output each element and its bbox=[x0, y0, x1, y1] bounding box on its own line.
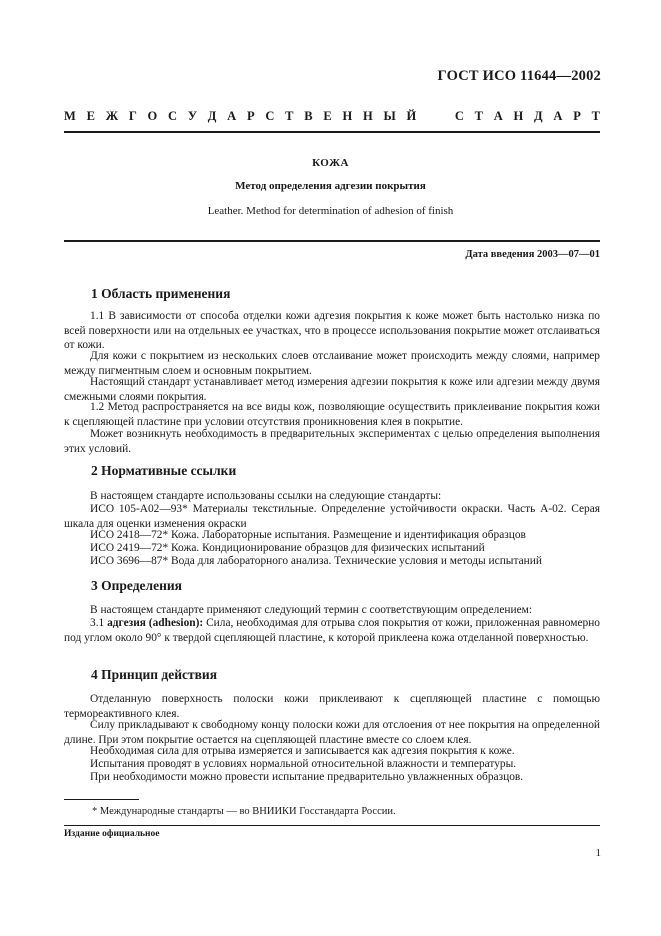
document-english-title: Leather. Method for determination of adhesion of finish bbox=[207, 205, 454, 217]
banner-letter: С bbox=[265, 109, 275, 123]
section-3-definition bbox=[64, 616, 600, 645]
banner-letter: Н bbox=[363, 109, 373, 123]
banner-letter: А bbox=[493, 109, 503, 123]
interstate-standard-banner bbox=[64, 109, 600, 124]
section-1-paragraph-4 bbox=[64, 400, 600, 429]
definition-number: 3.1 bbox=[90, 617, 108, 629]
banner-letter: Т bbox=[474, 109, 483, 123]
banner-letter: М bbox=[64, 109, 76, 123]
edition-label: Издание официальное bbox=[64, 829, 160, 839]
footnote-rule bbox=[64, 799, 139, 800]
banner-letter: В bbox=[304, 109, 313, 123]
page-number: 1 bbox=[595, 847, 601, 859]
paragraph-text: В настоящем стандарте применяют следующий термин с соответствующим определением: bbox=[90, 604, 533, 616]
paragraph-text: В настоящем стандарте использованы ссылки на следующие стандарты: bbox=[90, 490, 442, 502]
banner-letter: Г bbox=[128, 109, 137, 123]
banner-letter: Т bbox=[285, 109, 294, 123]
section-1-paragraph-1 bbox=[64, 309, 600, 353]
banner-letter: Н bbox=[513, 109, 524, 123]
paragraph-text: Испытания проводят в условиях нормальной относительной влажности и температуры. bbox=[90, 758, 517, 770]
banner-letter: Т bbox=[591, 109, 600, 123]
introduction-date: Дата введения 2003—07—01 bbox=[465, 249, 600, 260]
paragraph-text: Настоящий стандарт устанавливает метод измерения адгезии покрытия к коже или адгезии между двумя смежными слоями покрытия. bbox=[64, 376, 600, 403]
top-rule bbox=[64, 131, 600, 133]
paragraph-text: ИСО 2419—72* Кожа. Кондиционирование образцов для физических испытаний bbox=[90, 542, 485, 554]
paragraph-text: 1.2 Метод распространяется на все виды кож, позволяющие осуществить приклеивание покрытия кожи к сцепляющей пластине при условии отсутствия проникновения клея в покрытие. bbox=[64, 401, 600, 428]
section-1-paragraph-2 bbox=[64, 349, 600, 378]
banner-letter: Д bbox=[534, 109, 543, 123]
section-4-paragraph-5 bbox=[64, 770, 600, 785]
footnote: * Международные стандарты — во ВНИИКИ Госстандарта России. bbox=[92, 806, 396, 817]
section-4-heading: 4 Принцип действия bbox=[91, 667, 217, 682]
banner-letter: Е bbox=[323, 109, 332, 123]
banner-letter bbox=[427, 109, 430, 124]
document-subtitle: Метод определения адгезии покрытия bbox=[235, 180, 426, 192]
paragraph-text: Необходимая сила для отрыва измеряется и записывается как адгезия покрытия к коже. bbox=[90, 745, 515, 757]
section-2-reference-1 bbox=[64, 502, 600, 531]
section-2-heading: 2 Нормативные ссылки bbox=[91, 463, 237, 478]
section-2-reference-4 bbox=[64, 554, 600, 569]
paragraph-text: Силу прикладывают к свободному концу полоски кожи для отслоения от нее покрытия на определенной длине. При этом покрытие остается на сцепляющей пластине вместе со слоем клея. bbox=[64, 719, 600, 746]
title-rule bbox=[64, 240, 600, 242]
banner-letter bbox=[441, 109, 444, 124]
banner-letter: Е bbox=[86, 109, 95, 123]
document-number: ГОСТ ИСО 11644—2002 bbox=[437, 68, 601, 84]
banner-letter: Д bbox=[207, 109, 217, 123]
paragraph-text: ИСО 105-А02—93* Материалы текстильные. Определение устойчивости окраски. Часть А-02. Серая шкала для оценки изменения окраски bbox=[64, 503, 600, 530]
banner-letter: А bbox=[227, 109, 237, 123]
section-1-heading: 1 Область применения bbox=[91, 286, 231, 301]
banner-letter: Р bbox=[573, 109, 581, 123]
definition-term: адгезия (adhesion): bbox=[107, 617, 204, 629]
paragraph-text: При необходимости можно провести испытание предварительно увлажненных образцов. bbox=[90, 771, 524, 783]
section-1-paragraph-5 bbox=[64, 427, 600, 456]
banner-letter: Н bbox=[342, 109, 353, 123]
paragraph-text: ИСО 3696—87* Вода для лабораторного анализа. Технические условия и методы испытаний bbox=[90, 555, 542, 567]
paragraph-text: 1.1 В зависимости от способа отделки кожи адгезия покрытия к коже может быть настолько низка по всей поверхности или на отдельных ее участках, что в процессе использования покрытие может отслаиваться от кожи. bbox=[64, 310, 600, 352]
section-3-heading: 3 Определения bbox=[91, 578, 182, 593]
banner-letter: Р bbox=[246, 109, 255, 123]
paragraph-text: Для кожи с покрытием из нескольких слоев отслаивание может происходить между слоями, например между пигментным слоем и основным покрытием. bbox=[64, 350, 600, 377]
section-4-paragraph-1 bbox=[64, 692, 600, 721]
banner-letter: Й bbox=[406, 109, 417, 123]
banner-letter: С bbox=[454, 109, 464, 123]
banner-letter: О bbox=[147, 109, 158, 123]
paragraph-text: Отделанную поверхность полоски кожи приклеивают к сцепляющей пластине с помощью термореактивного клея. bbox=[64, 693, 600, 720]
paragraph-text: Может возникнуть необходимость в предварительных экспериментах с целью определения выполнения этих условий. bbox=[64, 428, 600, 455]
banner-letter: Ы bbox=[383, 109, 396, 123]
document-title: КОЖА bbox=[312, 157, 349, 169]
footer-rule bbox=[64, 825, 600, 826]
banner-letter: Ж bbox=[105, 109, 119, 123]
banner-letter: У bbox=[187, 109, 198, 123]
banner-letter: С bbox=[168, 109, 178, 123]
paragraph-text: ИСО 2418—72* Кожа. Лабораторные испытания. Размещение и идентификация образцов bbox=[90, 529, 526, 541]
section-4-paragraph-2 bbox=[64, 718, 600, 747]
banner-letter: А bbox=[553, 109, 563, 123]
definition-text: Сила, необходимая для отрыва слоя покрытия от кожи, приложенная равномерно под углом около 90° к твердой сцепляющей пластине, к которой приклеена кожа отделанной поверхностью. bbox=[64, 617, 600, 644]
